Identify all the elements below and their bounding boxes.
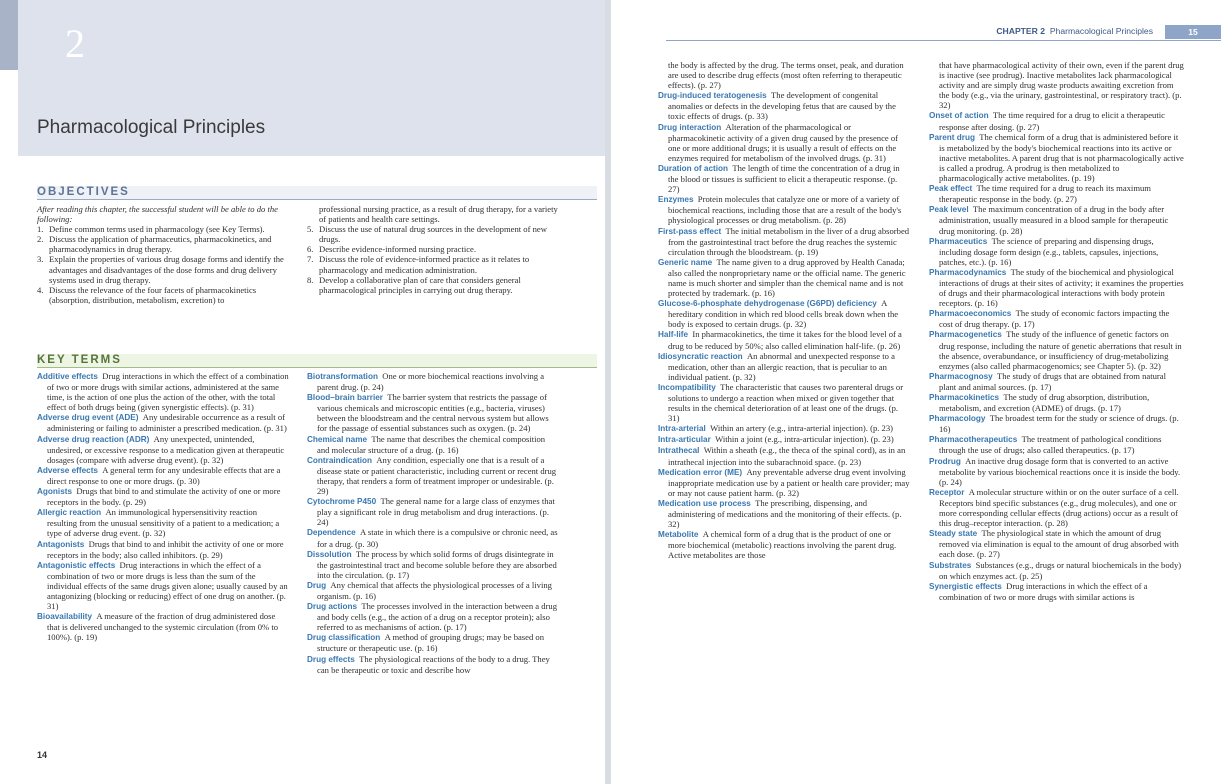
key-term-name: Dissolution [307,549,352,559]
key-term-entry [307,549,559,580]
key-term-entry [37,560,289,611]
key-term-entry [929,204,1185,235]
key-term-definition: The study of economic factors impacting the cost of drug therapy. (p. 17) [939,308,1170,330]
key-term-entry [929,434,1185,455]
key-term-entry [658,257,910,298]
key-term-entry [37,371,289,412]
key-term-name: Adverse effects [37,465,98,475]
objective-text: Discuss the role of evidence-informed practice as it relates to pharmacology and medication administration. [319,254,530,275]
key-term-definition: The study of drugs that are obtained from natural plant and animal sources. (p. 17) [939,370,1166,392]
key-term-name: Parent drug [929,132,975,142]
key-term-entry [929,487,1185,528]
key-term-definition: A state in which there is a compulsive or chronic need, as for a drug. (p. 30) [317,527,558,549]
key-term-definition: A hereditary condition in which red blood cells break down when the body is exposed to certain drugs. (p. 32) [668,298,899,330]
key-term-name: Pharmacodynamics [929,267,1007,277]
objective-number: 7. [307,254,314,265]
objective-item [307,224,559,244]
key-term-name: Pharmacoeconomics [929,309,1012,319]
objectives-intro: After reading this chapter, the successful student will be able to do the following: [37,204,278,225]
key-term-entry [929,110,1185,131]
chapter-number: 2 [65,20,85,66]
key-term-name: Cytochrome P450 [307,497,377,507]
key-term-definition: Any condition, especially one that is a result of a disease state or patient characteristic, including current or recent drug therapy, that renders a form of treatment improper or undesirable. (p. 29) [317,454,557,497]
objective-text: Discuss the relevance of the four facets of pharmacokinetics (absorption, distribution, metabolism, excretion) to [49,284,257,305]
key-term-definition: The broadest term for the study or science of drugs. (p. 16) [939,413,1179,435]
key-term-definition: The study of the biochemical and physiological interactions of drugs at their sites of activity; it examines the properties of drugs and their pharmacological interactions with body protein receptors. (p. 16) [939,266,1184,309]
key-term-name: Generic name [658,257,713,267]
key-term-name: Antagonists [37,539,85,549]
running-head [611,26,1221,40]
key-term-name: Contraindication [307,455,373,465]
key-term-name: Biotransformation [307,372,378,381]
objective-item [307,275,559,295]
key-term-entry [658,298,910,329]
key-term-definition: The name given to a drug approved by Health Canada; also called the nonproprietary name or the official name. The generic name is much shorter and simpler than the chemical name and is not protected by trademark. (p. 16) [668,256,906,299]
key-term-entry [929,236,1185,267]
key-terms-column-1 [37,371,289,642]
key-term-name: Incompatibility [658,382,716,392]
key-term-entry [37,434,289,465]
key-term-definition: Within a sheath (e.g., the theca of the spinal cord), as in an intrathecal injection into the subarachnoid space. (p. 23) [668,445,906,467]
objective-number: 3. [37,254,44,265]
key-term-definition: The maximum concentration of a drug in the body after administration, usually measured in a blood sample for therapeutic drug monitoring. (p. 28) [939,204,1169,236]
key-term-definition: A method of grouping drugs; may be based on structure or therapeutic use. (p. 16) [317,632,544,654]
key-term-entry [37,486,289,507]
key-term-entry [307,455,559,496]
objective-item [37,234,289,254]
key-term-name: Adverse drug reaction (ADR) [37,434,150,444]
key-term-definition: A measure of the fraction of drug administered dose that is delivered unchanged to the systemic circulation (from 0% to 100%). (p. 19) [47,611,279,643]
key-term-name: Drug interaction [658,122,722,132]
right-column-1-terms [658,90,910,560]
objective-text: Explain the properties of various drug dosage forms and identify the advantages and disadvantages of the dose forms and drug delivery systems used in drug therapy. [49,254,284,285]
right-column-2-continuation: that have pharmacological activity of their own, even if the parent drug is inactive (see prodrug). Inactive metabolites lack pharmacological activity and are simply drug waste products awaiting excretion from the body (e.g., via the urinary, gastrointestinal, or respiratory tract). (p. 32) [939,60,1184,111]
objectives-list-2 [307,224,559,295]
key-term-definition: The chemical form of a drug that is administered before it is metabolized by the body's biochemical reactions into its active or inactive metabolites. A parent drug that is not pharmacologically active is called a prodrug. A prodrug is then metabolized to pharmacologically active metabolites. (p. 19) [939,131,1184,184]
key-term-name: Intrathecal [658,446,700,456]
key-term-name: Blood–brain barrier [307,393,383,403]
key-term-entry [658,90,910,121]
key-term-definition: The initial metabolism in the liver of a drug absorbed from the gastrointestinal tract before the drug reaches the systemic circulation through the bloodstream. (p. 19) [668,225,910,257]
key-term-name: Metabolite [658,530,699,540]
key-term-definition: An immunological hypersensitivity reaction resulting from the unusual sensitivity of a patient to a medication; a type of adverse drug event. (p. 32) [47,507,280,539]
key-term-entry [929,371,1185,392]
key-term-entry [658,163,910,194]
key-term-entry [307,580,559,601]
objectives-heading: OBJECTIVES [37,186,597,200]
objective-item [307,244,559,254]
key-term-entry [929,329,1185,370]
key-term-name: Pharmacogenetics [929,330,1002,340]
objective-text: Define common terms used in pharmacology (see Key Terms). [49,224,265,235]
key-term-name: Agonists [37,487,73,497]
running-head-rule [666,40,1221,41]
key-term-definition: Drugs that bind to and stimulate the activity of one or more receptors in the body. (p. 29) [47,486,281,508]
key-term-definition: The length of time the concentration of a drug in the blood or tissues is sufficient to elicit a therapeutic response. (p. 27) [668,162,900,195]
key-term-definition: The physiological state in which the amount of drug removed via elimination is equal to the amount of drug absorbed with each dose. (p. 27) [939,528,1179,560]
key-term-definition: The processes involved in the interaction between a drug and body cells (e.g., the action of a drug on a receptor protein); also referred to as mechanisms of action. (p. 17) [317,601,558,633]
key-term-definition: The time required for a drug to reach its maximum therapeutic response in the body. (p. 27) [939,183,1151,205]
key-term-definition: The process by which solid forms of drugs disintegrate in the gastrointestinal tract and become soluble before they are absorbed into the circulation. (p. 17) [317,548,557,580]
key-term-entry [929,581,1185,602]
objective-number: 6. [307,244,314,255]
key-term-name: Drug [307,580,327,590]
key-term-definition: Drug interactions in which the effect of a combination of two or more drugs is less than the sum of the individual effects of the same drugs given alone; usually caused by an antagonizing (blocking or reducing) effect of one drug on another. (p. 31) [47,559,288,612]
key-term-name: Pharmacognosy [929,371,993,381]
key-term-entry [307,496,559,527]
key-term-name: Peak level [929,205,969,215]
key-term-name: Dependence [307,528,356,538]
key-term-name: First-pass effect [658,226,722,236]
key-term-name: Drug classification [307,633,381,643]
key-term-entry [37,611,289,642]
key-term-definition: An abnormal and unexpected response to a medication, other than an allergic reaction, that is peculiar to an individual patient. (p. 32) [668,350,895,382]
objectives-continuation: professional nursing practice, as a result of drug therapy, for a variety of patients and health care settings. [319,204,558,225]
objectives-column-2 [307,204,559,295]
objective-number: 2. [37,234,44,245]
key-term-definition: The general name for a large class of enzymes that play a significant role in drug metabolism and drug interactions. (p. 24) [317,496,555,528]
key-term-definition: In pharmacokinetics, the time it takes for the blood level of a drug to be reduced by 50%; also called elimination half-life. (p. 26) [668,329,902,351]
key-term-definition: Drug interactions in which the effect of a combination of two or more drugs with similar actions, administered at the same time, is the action of one plus the action of the other, with the total effect of both drugs being (given synergistic effects). (p. 31) [47,371,289,413]
running-head-text [996,26,1153,36]
key-term-name: Prodrug [929,456,961,466]
key-term-entry [307,654,559,675]
key-term-definition: One or more biochemical reactions involving a parent drug. (p. 24) [317,371,545,393]
key-term-entry [37,539,289,560]
chapter-number-box [58,18,92,68]
key-term-name: Steady state [929,529,978,539]
key-term-definition: A chemical form of a drug that is the product of one or more biochemical (metabolic) reactions involving the parent drug. Active metabolites are those [668,529,897,561]
key-term-name: Pharmacology [929,414,986,424]
key-term-definition: The prescribing, dispensing, and administering of medications and the monitoring of their effects. (p. 32) [668,497,902,530]
key-term-entry [929,308,1185,329]
objective-text: Describe evidence-informed nursing practice. [319,244,477,255]
key-term-definition: Any unexpected, unintended, undesired, or excessive response to a medication given at therapeutic dosages (compare with adverse drug event). (p. 32) [47,433,285,465]
key-term-definition: The characteristic that causes two parenteral drugs or solutions to undergo a reaction when mixed or given together that results in the chemical deterioration of at least one of the drugs. (p. 31) [668,381,904,424]
key-term-entry [929,413,1185,434]
key-term-entry [658,329,910,350]
key-term-definition: Any chemical that affects the physiological processes of a living organism. (p. 16) [317,579,552,601]
key-term-definition: The barrier system that restricts the passage of various chemicals and microscopic entities (e.g., bacteria, viruses) between the bloodstream and the central nervous system but allows for the passage of essential substances such as oxygen. (p. 24) [317,392,549,434]
key-term-name: Pharmaceutics [929,236,988,246]
key-term-entry [658,467,910,498]
key-term-name: Idiosyncratic reaction [658,351,743,361]
key-term-name: Duration of action [658,163,729,173]
key-term-name: Onset of action [929,111,989,121]
key-term-name: Drug-induced teratogenesis [658,91,767,101]
key-term-entry [929,267,1185,308]
key-term-definition: Substances (e.g., drugs or natural biochemicals in the body) on which enzymes act. (p. 25) [939,559,1182,581]
key-term-name: Additive effects [37,372,98,381]
objective-text: Discuss the application of pharmaceutics, pharmacokinetics, and pharmacodynamics in drug therapy. [49,234,272,255]
key-term-entry [929,560,1185,581]
objective-text: Develop a collaborative plan of care that considers general pharmacological principles in carrying out drug therapy. [319,274,521,295]
objective-text: Discuss the use of natural drug sources in the development of new drugs. [319,224,547,245]
key-term-entry [307,371,559,392]
key-term-entry [307,601,559,632]
key-term-definition: The treatment of pathological conditions through the use of drugs; also called therapeutics. (p. 17) [939,434,1162,456]
key-term-entry [658,445,910,466]
key-term-definition: Drug interactions in which the effect of a combination of two or more drugs with similar actions is [939,580,1148,602]
key-term-name: Chemical name [307,434,368,444]
key-term-entry [307,392,559,433]
objective-item [307,254,559,274]
key-term-entry [929,392,1185,413]
key-term-definition: Drugs that bind to and inhibit the activity of one or more receptors in the body; also called inhibitors. (p. 29) [47,538,284,560]
key-term-name: Receptor [929,487,965,497]
key-term-definition: Any preventable adverse drug event involving inappropriate medication use by a patient or health care provider; may or may not cause patient harm. (p. 32) [668,466,910,498]
key-term-entry [658,122,910,163]
key-term-entry [929,456,1185,487]
key-term-name: Enzymes [658,195,694,205]
right-page [611,0,1221,784]
objective-number: 5. [307,224,314,235]
key-term-name: Substrates [929,560,972,570]
key-term-name: Pharmacotherapeutics [929,435,1018,445]
objective-number: 4. [37,284,44,295]
key-term-entry [37,507,289,538]
key-term-entry [307,632,559,653]
key-terms-heading: KEY TERMS [37,354,597,368]
running-head-chapter: CHAPTER 2 [996,26,1046,36]
running-head-title: Pharmacological Principles [1049,26,1153,36]
right-column-2-terms [929,110,1185,601]
key-term-definition: Within a joint (e.g., intra-articular injection). (p. 23) [715,434,894,445]
key-term-definition: An inactive drug dosage form that is converted to an active metabolite by various biochemical reactions once it is inside the body. (p. 24) [939,455,1181,487]
key-term-definition: The time required for a drug to elicit a therapeutic response after dosing. (p. 27) [939,110,1165,132]
objective-item [37,224,289,234]
key-term-entry [658,529,910,560]
key-term-name: Allergic reaction [37,508,102,518]
key-term-definition: The development of congenital anomalies or defects in the developing fetus that are caused by the toxic effects of drugs. (p. 33) [668,90,896,122]
key-term-definition: Protein molecules that catalyze one or more of a variety of biochemical reactions, including those that are a result of the body's physiological processes or drug metabolism. (p. 28) [668,194,902,226]
key-term-name: Synergistic effects [929,581,1002,591]
key-term-definition: Within an artery (e.g., intra-arterial injection). (p. 23) [710,423,893,434]
chapter-title: Pharmacological Principles [37,117,266,138]
key-term-name: Intra-articular [658,435,711,445]
key-term-name: Pharmacokinetics [929,393,1000,402]
key-term-definition: The science of preparing and dispensing drugs, including dosage form design (e.g., tablets, capsules, injections, patches, etc.). (p. 16) [939,235,1159,267]
key-term-name: Intra-arterial [658,424,706,434]
key-term-definition: Alteration of the pharmacological or pharmacokinetic activity of a given drug caused by the presence of one or more additional drugs; it is usually a result of effects on the enzymes required for metabolism of the involved drugs. (p. 31) [668,121,899,163]
key-term-name: Bioavailability [37,612,93,622]
key-term-entry [658,226,910,257]
key-term-name: Peak effect [929,184,973,194]
key-term-entry [658,194,910,225]
key-term-entry [929,132,1185,183]
key-term-entry [37,465,289,486]
key-term-name: Medication error (ME) [658,467,743,477]
objectives-list-1 [37,224,289,305]
key-term-entry [658,434,910,445]
key-term-definition: The study of drug absorption, distribution, metabolism, and excretion (ADME) of drugs. (p. 17) [939,392,1150,414]
key-term-name: Medication use process [658,498,751,508]
key-term-definition: Any undesirable occurrence as a result of administering or failing to administer a prescribed medication. (p. 31) [47,412,287,434]
objective-item [37,254,289,284]
left-page [0,0,605,784]
key-term-entry [929,183,1185,204]
key-term-definition: The name that describes the chemical composition and molecular structure of a drug. (p. 16) [317,433,546,455]
key-terms-column-2 [307,371,559,675]
key-term-entry [37,412,289,433]
right-column-1 [658,60,910,561]
key-term-definition: A general term for any undesirable effects that are a direct response to one or more drugs. (p. 30) [47,464,281,486]
key-term-name: Glucose-6-phosphate dehydrogenase (G6PD) deficiency [658,299,877,309]
key-term-entry [658,351,910,382]
key-term-entry [307,434,559,455]
key-term-entry [929,528,1185,559]
key-term-entry [307,527,559,548]
objective-number: 8. [307,274,314,285]
objectives-column-1 [37,204,289,305]
right-column-1-continuation: the body is affected by the drug. The terms onset, peak, and duration are used to describe drug effects (most often referring to therapeutic effects). (p. 27) [668,60,904,91]
page-number-right: 15 [1165,25,1221,39]
key-term-name: Adverse drug event (ADE) [37,413,139,423]
key-term-definition: A molecular structure within or on the outer surface of a cell. Receptors bind specific substances (e.g., drug molecules), and one or more corresponding cellular effects (drug actions) occur as a result of this drug–receptor interaction. (p. 28) [939,486,1179,529]
key-term-entry [658,423,910,434]
key-term-name: Antagonistic effects [37,560,116,570]
objective-number: 1. [37,224,44,235]
key-term-definition: The study of the influence of genetic factors on drug response, including the nature of genetic aberrations that result in the absence, overabundance, or insufficiency of drug-metabolizing enzymes (also called pharmacogenomics; see Chapter 5). (p. 32) [939,329,1182,371]
key-term-definition: The physiological reactions of the body to a drug. They can be therapeutic or toxic and describe how [317,653,550,675]
right-column-2 [929,60,1185,602]
key-term-name: Half-life [658,330,689,340]
key-term-name: Drug effects [307,654,355,664]
page-number-left: 14 [37,750,48,760]
key-term-entry [658,382,910,423]
objective-item [37,285,289,305]
key-term-entry [658,498,910,529]
key-term-name: Drug actions [307,602,358,612]
